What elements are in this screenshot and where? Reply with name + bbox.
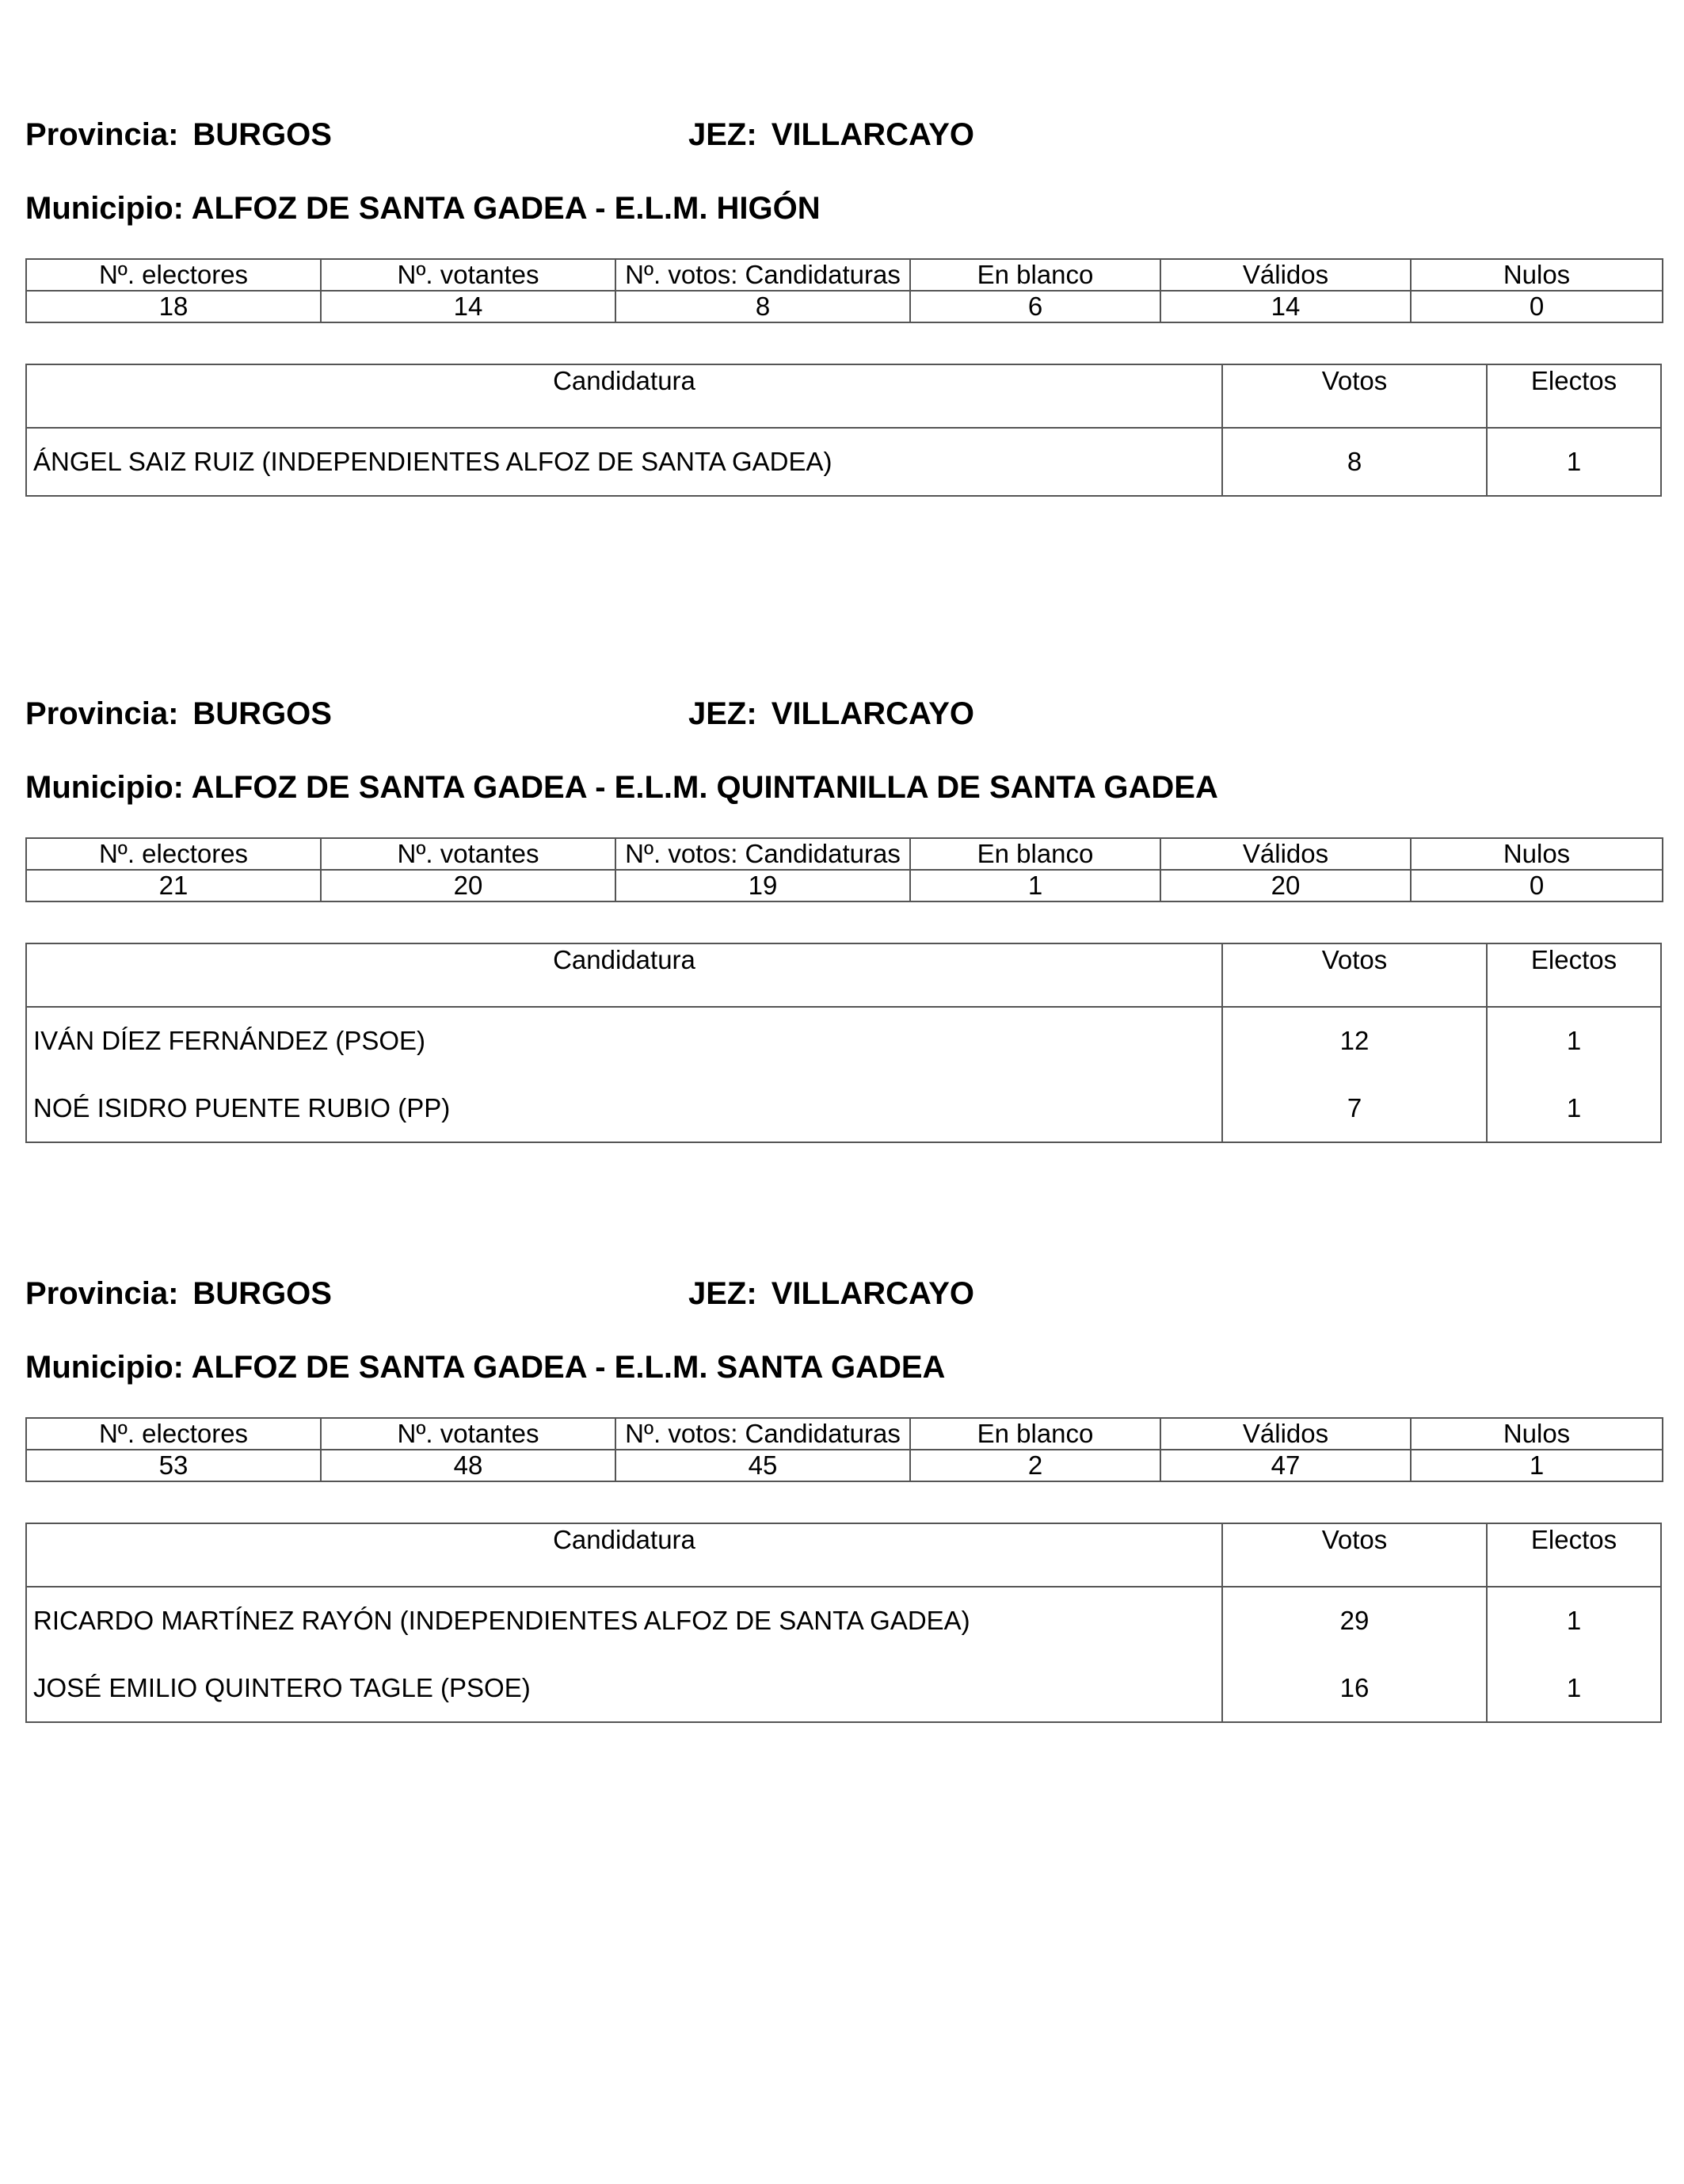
candidatura-header: Candidatura xyxy=(553,1525,695,1554)
candidate-elected: 1 xyxy=(1566,1093,1582,1122)
votos-header: Votos xyxy=(1221,1524,1486,1586)
candidate-elected-column xyxy=(1486,429,1660,495)
candidate-name-column xyxy=(27,1008,1221,1142)
provincia-label: Provincia: xyxy=(25,117,179,152)
candidate-elected-column xyxy=(1486,1587,1660,1721)
stats-header-cell: Válidos xyxy=(1160,838,1411,870)
stats-value-cell: 48 xyxy=(321,1450,615,1481)
stats-value-cell: 14 xyxy=(321,291,615,322)
candidate-votes: 12 xyxy=(1339,1026,1370,1055)
provincia-value: BURGOS xyxy=(192,696,332,731)
stats-value-cell: 14 xyxy=(1160,291,1411,322)
stats-value-cell: 1 xyxy=(910,870,1160,901)
provincia-label: Provincia: xyxy=(25,696,179,731)
provincia-value: BURGOS xyxy=(192,117,332,152)
stats-header-cell: En blanco xyxy=(910,1418,1160,1450)
stats-header-cell: Nº. electores xyxy=(26,1418,321,1450)
stats-header-cell: Válidos xyxy=(1160,1418,1411,1450)
stats-header-cell: Nº. votantes xyxy=(321,259,615,291)
stats-table xyxy=(25,1417,1663,1482)
stats-value-row xyxy=(26,1450,1663,1481)
jez-value: VILLARCAYO xyxy=(771,696,975,731)
candidate-votes: 7 xyxy=(1347,1093,1362,1122)
provincia-line xyxy=(25,116,332,154)
stats-header-cell: En blanco xyxy=(910,259,1160,291)
electos-header: Electos xyxy=(1486,944,1662,1006)
candidates-body xyxy=(27,1008,1660,1142)
municipio-label: Municipio: xyxy=(25,770,184,805)
municipio-line xyxy=(25,768,1218,806)
candidate-votes: 8 xyxy=(1347,447,1362,476)
stats-header-cell: Nº. votos: Candidaturas xyxy=(615,1418,910,1450)
stats-table xyxy=(25,258,1663,323)
provincia-value: BURGOS xyxy=(192,1276,332,1311)
candidate-name: RICARDO MARTÍNEZ RAYÓN (INDEPENDIENTES ALFOZ DE SANTA GADEA) xyxy=(33,1606,970,1635)
stats-header-cell: Nº. votos: Candidaturas xyxy=(615,838,910,870)
stats-value-cell: 8 xyxy=(615,291,910,322)
stats-header-row xyxy=(26,259,1663,291)
candidates-header-row xyxy=(27,1524,1660,1587)
stats-header-cell: Válidos xyxy=(1160,259,1411,291)
stats-header-row xyxy=(26,1418,1663,1450)
stats-value-cell: 53 xyxy=(26,1450,321,1481)
stats-header-cell: Nulos xyxy=(1411,838,1663,870)
stats-value-cell: 0 xyxy=(1411,870,1663,901)
candidates-header-row xyxy=(27,944,1660,1008)
jez-label: JEZ: xyxy=(688,696,757,731)
stats-value-cell: 2 xyxy=(910,1450,1160,1481)
provincia-label: Provincia: xyxy=(25,1276,179,1311)
jez-label: JEZ: xyxy=(688,117,757,152)
stats-header-row xyxy=(26,838,1663,870)
candidate-name: ÁNGEL SAIZ RUIZ (INDEPENDIENTES ALFOZ DE SANTA GADEA) xyxy=(33,447,832,476)
candidate-votes-column xyxy=(1221,429,1486,495)
stats-table xyxy=(25,837,1663,902)
candidate-votes: 16 xyxy=(1339,1673,1370,1702)
candidate-name: JOSÉ EMILIO QUINTERO TAGLE (PSOE) xyxy=(33,1673,531,1702)
stats-value-cell: 19 xyxy=(615,870,910,901)
jez-label: JEZ: xyxy=(688,1276,757,1311)
candidates-header-row xyxy=(27,365,1660,429)
stats-value-row xyxy=(26,291,1663,322)
jez-line xyxy=(688,1275,974,1313)
candidate-votes-column xyxy=(1221,1008,1486,1142)
candidate-elected-column xyxy=(1486,1008,1660,1142)
stats-value-cell: 21 xyxy=(26,870,321,901)
candidate-elected: 1 xyxy=(1566,447,1582,476)
municipio-label: Municipio: xyxy=(25,1350,184,1385)
municipio-value: ALFOZ DE SANTA GADEA - E.L.M. SANTA GADEA xyxy=(191,1350,946,1385)
candidate-elected: 1 xyxy=(1566,1606,1582,1635)
stats-header-cell: Nº. electores xyxy=(26,838,321,870)
stats-header-cell: Nº. electores xyxy=(26,259,321,291)
stats-value-cell: 47 xyxy=(1160,1450,1411,1481)
candidate-votes-column xyxy=(1221,1587,1486,1721)
candidates-body xyxy=(27,1587,1660,1721)
candidate-name-column xyxy=(27,429,1221,495)
electos-header: Electos xyxy=(1486,1524,1662,1586)
stats-value-cell: 18 xyxy=(26,291,321,322)
municipio-value: ALFOZ DE SANTA GADEA - E.L.M. QUINTANILLA DE SANTA GADEA xyxy=(191,770,1218,805)
stats-value-cell: 0 xyxy=(1411,291,1663,322)
jez-line xyxy=(688,116,974,154)
stats-header-cell: Nº. votos: Candidaturas xyxy=(615,259,910,291)
jez-value: VILLARCAYO xyxy=(771,1276,975,1311)
votos-header: Votos xyxy=(1221,944,1486,1006)
stats-header-cell: Nulos xyxy=(1411,1418,1663,1450)
candidate-votes: 29 xyxy=(1339,1606,1370,1635)
candidates-table xyxy=(25,943,1662,1143)
stats-header-cell: En blanco xyxy=(910,838,1160,870)
candidate-name: IVÁN DÍEZ FERNÁNDEZ (PSOE) xyxy=(33,1026,426,1055)
municipio-line xyxy=(25,189,821,227)
candidatura-header: Candidatura xyxy=(553,366,695,395)
candidates-table xyxy=(25,364,1662,497)
stats-header-cell: Nº. votantes xyxy=(321,1418,615,1450)
candidate-name: NOÉ ISIDRO PUENTE RUBIO (PP) xyxy=(33,1093,451,1122)
candidate-elected: 1 xyxy=(1566,1026,1582,1055)
electos-header: Electos xyxy=(1486,365,1662,427)
stats-header-cell: Nº. votantes xyxy=(321,838,615,870)
municipio-line xyxy=(25,1348,945,1386)
stats-value-cell: 45 xyxy=(615,1450,910,1481)
candidate-name-column xyxy=(27,1587,1221,1721)
stats-value-cell: 1 xyxy=(1411,1450,1663,1481)
candidatura-header: Candidatura xyxy=(553,945,695,974)
stats-value-cell: 20 xyxy=(1160,870,1411,901)
provincia-line xyxy=(25,1275,332,1313)
votos-header: Votos xyxy=(1221,365,1486,427)
provincia-line xyxy=(25,695,332,733)
municipio-value: ALFOZ DE SANTA GADEA - E.L.M. HIGÓN xyxy=(191,191,821,226)
jez-value: VILLARCAYO xyxy=(771,117,975,152)
jez-line xyxy=(688,695,974,733)
stats-value-cell: 20 xyxy=(321,870,615,901)
stats-value-row xyxy=(26,870,1663,901)
municipio-label: Municipio: xyxy=(25,191,184,226)
candidate-elected: 1 xyxy=(1566,1673,1582,1702)
stats-value-cell: 6 xyxy=(910,291,1160,322)
candidates-table xyxy=(25,1523,1662,1723)
candidates-body xyxy=(27,429,1660,495)
stats-header-cell: Nulos xyxy=(1411,259,1663,291)
